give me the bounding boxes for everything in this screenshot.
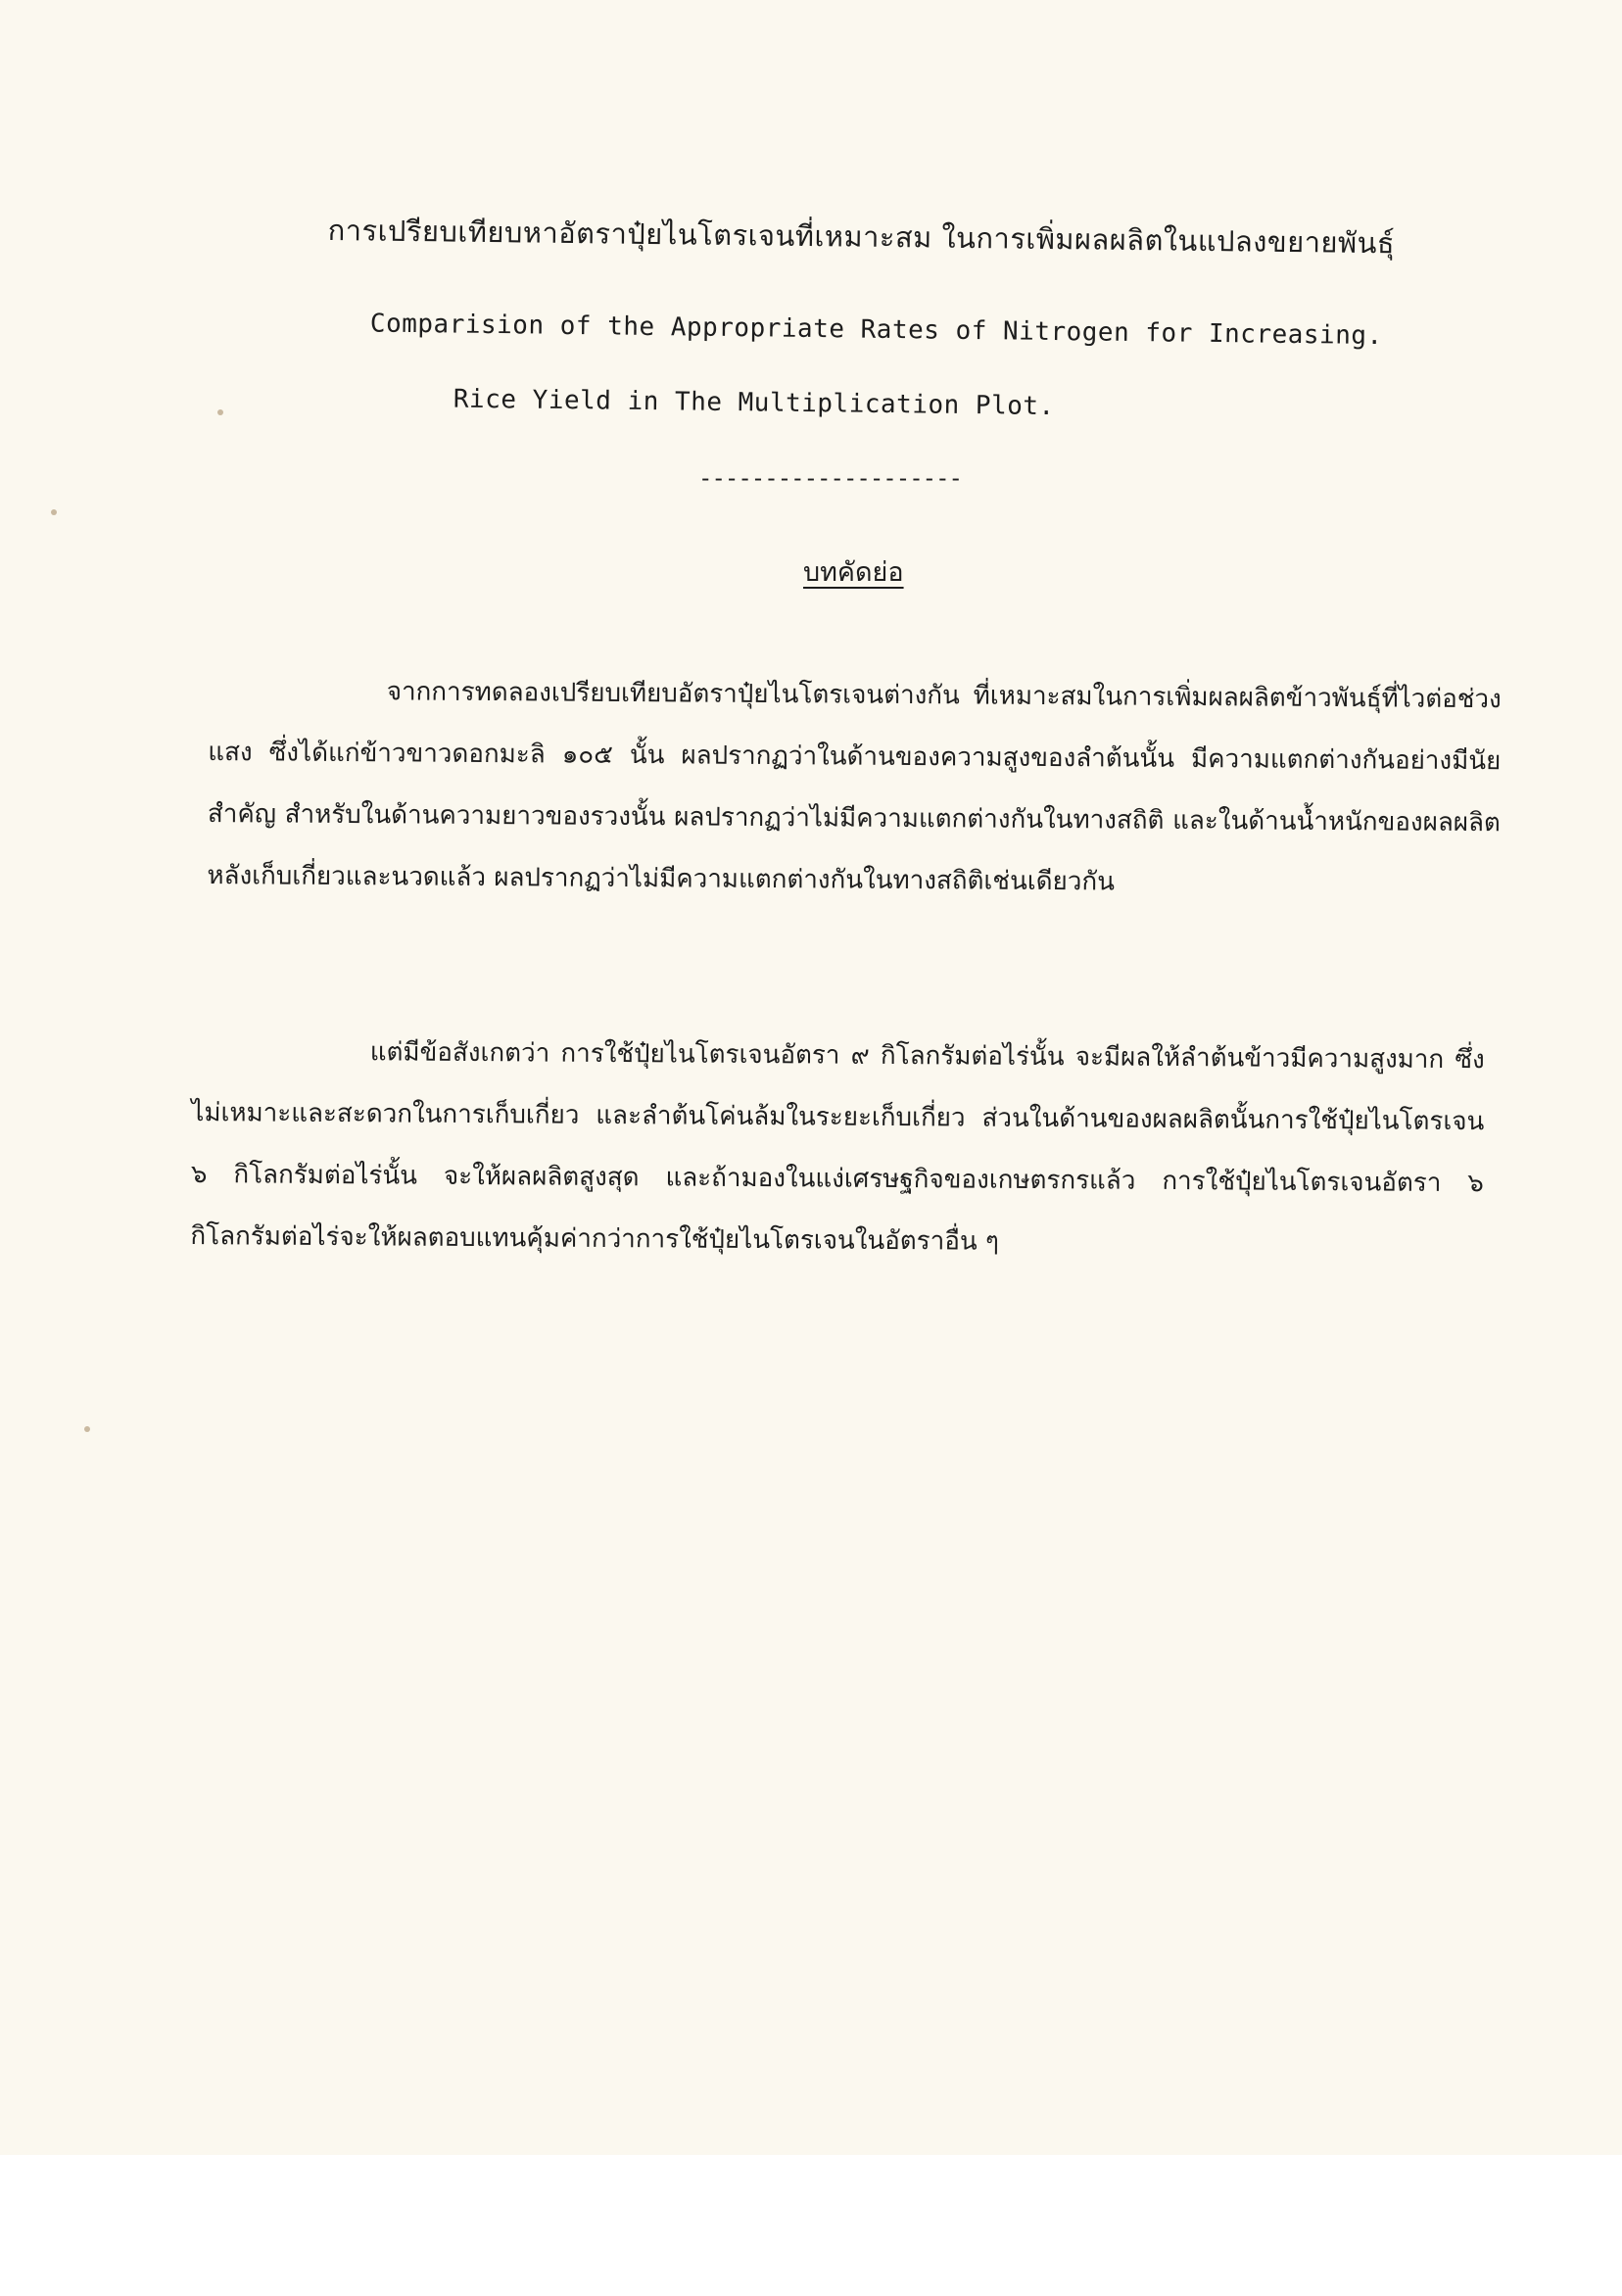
english-title-line-1: Comparision of the Appropriate Rates of Nitrogen for Increasing. bbox=[369, 309, 1383, 352]
paper-speck bbox=[84, 1426, 90, 1432]
abstract-paragraph-1: จากการทดลองเปรียบเทียบอัตราปุ๋ยไนโตรเจนต่างกัน ที่เหมาะสมในการเพิ่มผลผลิตข้าวพันธุ์ที่ไวต่อช่วงแสง ซึ่งได้แก่ข้าวขาวดอกมะลิ ๑๐๕ นั้น ผลปรากฏว่าในด้านของความสูงของลำต้นนั้น มีความแตกต่างกันอย่างมีนัยสำคัญ สำหรับในด้านความยาวของรวงนั้น ผลปรากฏว่าไม่มีความแตกต่างกันในทางสถิติ และในด้านน้ำหนักของผลผลิตหลังเก็บเกี่ยวและนวดแล้ว ผลปรากฏว่าไม่มีความแตกต่างกันในทางสถิติเช่นเดียวกัน bbox=[207, 677, 1502, 897]
thai-title: การเปรียบเทียบหาอัตราปุ๋ยไนโตรเจนที่เหมาะสม ในการเพิ่มผลผลิตในแปลงขยายพันธุ์ bbox=[327, 213, 1396, 261]
title-divider: -------------------- bbox=[698, 464, 962, 492]
paper-speck bbox=[217, 409, 223, 415]
english-title-line-2: Rice Yield in The Multiplication Plot. bbox=[453, 384, 1055, 422]
abstract-heading: บทคัดย่อ bbox=[803, 557, 904, 588]
abstract-paragraph-2: แต่มีข้อสังเกตว่า การใช้ปุ๋ยไนโตรเจนอัตรา ๙ กิโลกรัมต่อไร่นั้น จะมีผลให้ลำต้นข้าวมีความสูงมาก ซึ่งไม่เหมาะและสะดวกในการเก็บเกี่ยว และลำต้นโค่นล้มในระยะเก็บเกี่ยว ส่วนในด้านของผลผลิตนั้นการใช้ปุ๋ยไนโตรเจน ๖ กิโลกรัมต่อไร่นั้น จะให้ผลผลิตสูงสุด และถ้ามองในแง่เศรษฐกิจของเกษตรกรแล้ว การใช้ปุ๋ยไนโตรเจนอัตรา ๖ กิโลกรัมต่อไร่จะให้ผลตอบแทนคุ้มค่ากว่าการใช้ปุ๋ยไนโตรเจนในอัตราอื่น ๆ bbox=[190, 1037, 1485, 1257]
paper-speck bbox=[51, 509, 57, 515]
